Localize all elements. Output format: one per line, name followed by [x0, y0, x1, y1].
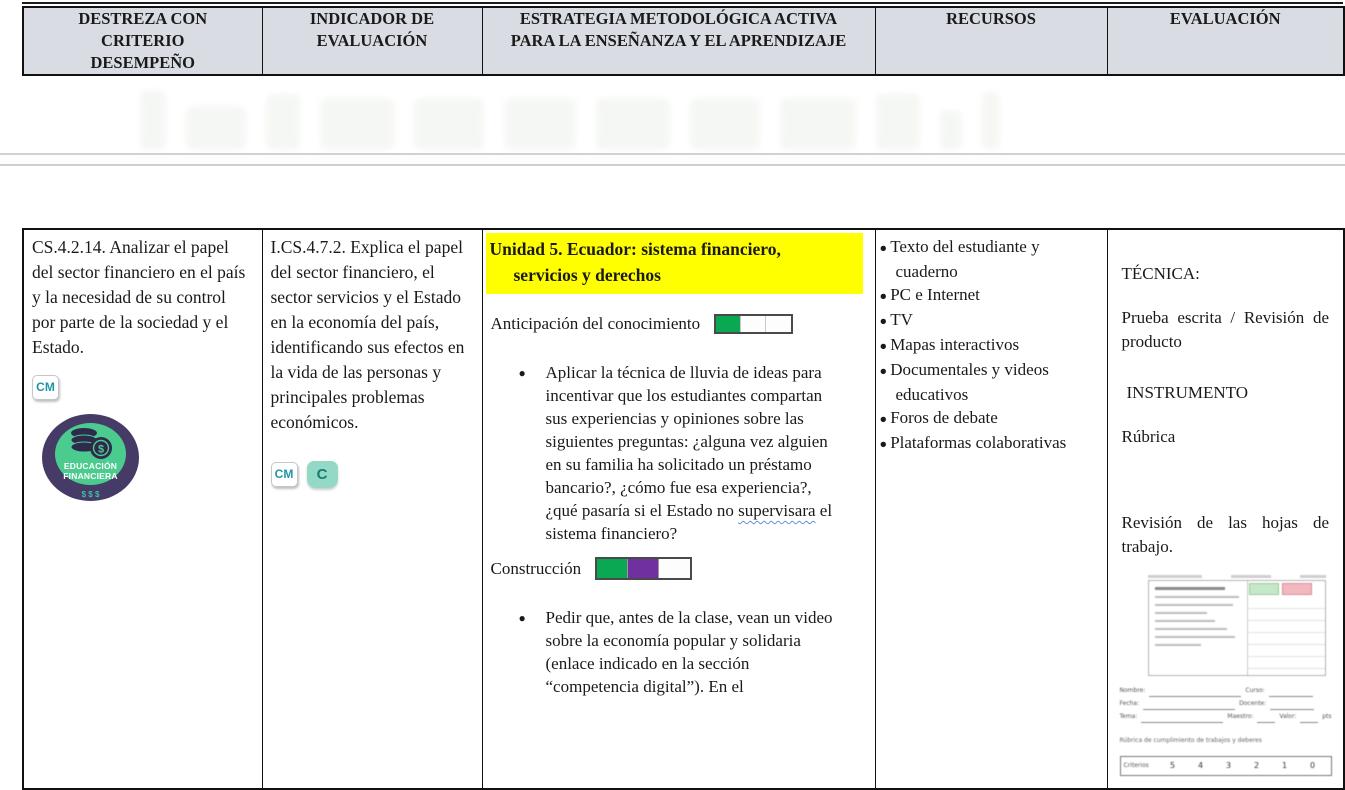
instrumento-value: Rúbrica [1121, 427, 1176, 446]
thumbnail-red-cell [1282, 583, 1312, 595]
phase1-progress-bar [714, 314, 793, 334]
recurso-item: ● Documentales y videos educativos [880, 358, 1101, 406]
header-cell-evaluacion [1107, 7, 1344, 75]
indicador-cell [262, 229, 482, 789]
indicador-text: I.CS.4.7.2. Explica el papel del sector financiero, el sector servicios y el Estado en la economía del país, identificando sus efectos en la vida de las personas y principales problemas económicos. [270, 237, 465, 432]
tecnica-label: TÉCNICA: [1121, 264, 1200, 283]
ghost-render-artifact [140, 86, 1220, 150]
unit-title-highlight: Unidad 5. Ecuador: sistema financiero, servicios y derechos [486, 233, 863, 294]
phase2-label: Construcción [490, 559, 582, 578]
recurso-item: ● Foros de debate [880, 406, 1101, 431]
thumbnail-green-cell [1249, 583, 1279, 595]
svg-text:$: $ [97, 443, 105, 456]
plan-table-body [22, 228, 1345, 790]
estrategia-cell [482, 229, 875, 789]
destreza-cell [23, 229, 262, 789]
bullet-item: ● Aplicar la técnica de lluvia de ideas para incentivar que los estudiantes compartan sus experiencias y opiniones sobre las siguientes preguntas: ¿alguna vez alguien en su familia ha solicitado un préstamo bancario?, ¿cómo fue esa experiencia?, ¿qué pasaría si el Estado no supervisara el sistema financiero? [519, 361, 841, 545]
header-label: ESTRATEGIA METODOLÓGICA ACTIVA PARA LA ENSEÑANZA Y EL APRENDIZAJE [510, 9, 847, 50]
table-top-border [22, 2, 1343, 4]
spellcheck-word: supervisara [738, 501, 816, 520]
recurso-item: ● PC e Internet [880, 283, 1101, 308]
recursos-list [880, 235, 1101, 456]
phase1-label: Anticipación del conocimiento [490, 314, 701, 333]
bullet-item: ● Pedir que, antes de la clase, vean un video sobre la economía popular y solidaria (enlace indicado en la sección “competencia digital”). En el [519, 606, 841, 698]
header-label: INDICADOR DE EVALUACIÓN [309, 9, 435, 50]
header-cell-estrategia [482, 7, 875, 75]
thumbnail-caption: Rúbrica de cumplimiento de trabajos y deberes [1119, 737, 1262, 744]
recurso-item: ● Plataformas colaborativas [880, 431, 1101, 456]
header-label: RECURSOS [946, 9, 1036, 28]
thumbnail-criteria-row: Criterios 5 4 3 2 1 0 [1120, 756, 1332, 776]
plan-table-header [22, 6, 1345, 76]
cm-badge-icon: CM [32, 375, 59, 400]
recurso-item: ● Texto del estudiante y cuaderno [880, 235, 1101, 283]
rubric-thumbnail-image [1120, 575, 1332, 776]
page-separator [0, 153, 1345, 166]
thumbnail-form-fields: Nombre: Curso: Fecha: Docente: Tema: Maestro: Valor: pts [1120, 684, 1332, 723]
header-cell-recursos [875, 7, 1107, 75]
recurso-item: ● TV [880, 308, 1101, 333]
estrategia-bullets [519, 606, 841, 698]
thumbnail-mini-table [1148, 580, 1326, 676]
evaluacion-note: Revisión de las hojas de trabajo. [1121, 513, 1329, 556]
instrumento-label: INSTRUMENTO [1126, 383, 1249, 402]
educacion-financiera-logo [42, 414, 139, 501]
logo-dollars: $ $ $ [81, 490, 100, 499]
thumbnail-header-lines [1148, 575, 1326, 578]
header-cell-indicador [262, 7, 482, 75]
phase2-progress-bar [595, 557, 692, 580]
tecnica-value: Prueba escrita / Revisión de producto [1121, 308, 1329, 351]
logo-text: EDUCACIÓN FINANCIERA [63, 461, 118, 481]
recursos-cell [875, 229, 1107, 789]
cm-badge-icon: CM [271, 462, 298, 487]
destreza-text: CS.4.2.14. Analizar el papel del sector financiero en el país y la necesidad de su control por parte de la sociedad y el Estado. [32, 237, 246, 357]
estrategia-bullets [519, 361, 841, 545]
header-label: DESTREZA CON CRITERIO DESEMPEÑO [78, 9, 208, 72]
comunicacion-badge-icon: C [307, 461, 338, 488]
evaluacion-cell [1107, 229, 1344, 789]
header-cell-destreza [23, 7, 262, 75]
coin-stack-icon [66, 425, 116, 465]
header-label: EVALUACIÓN [1169, 9, 1281, 28]
recurso-item: ● Mapas interactivos [880, 333, 1101, 358]
